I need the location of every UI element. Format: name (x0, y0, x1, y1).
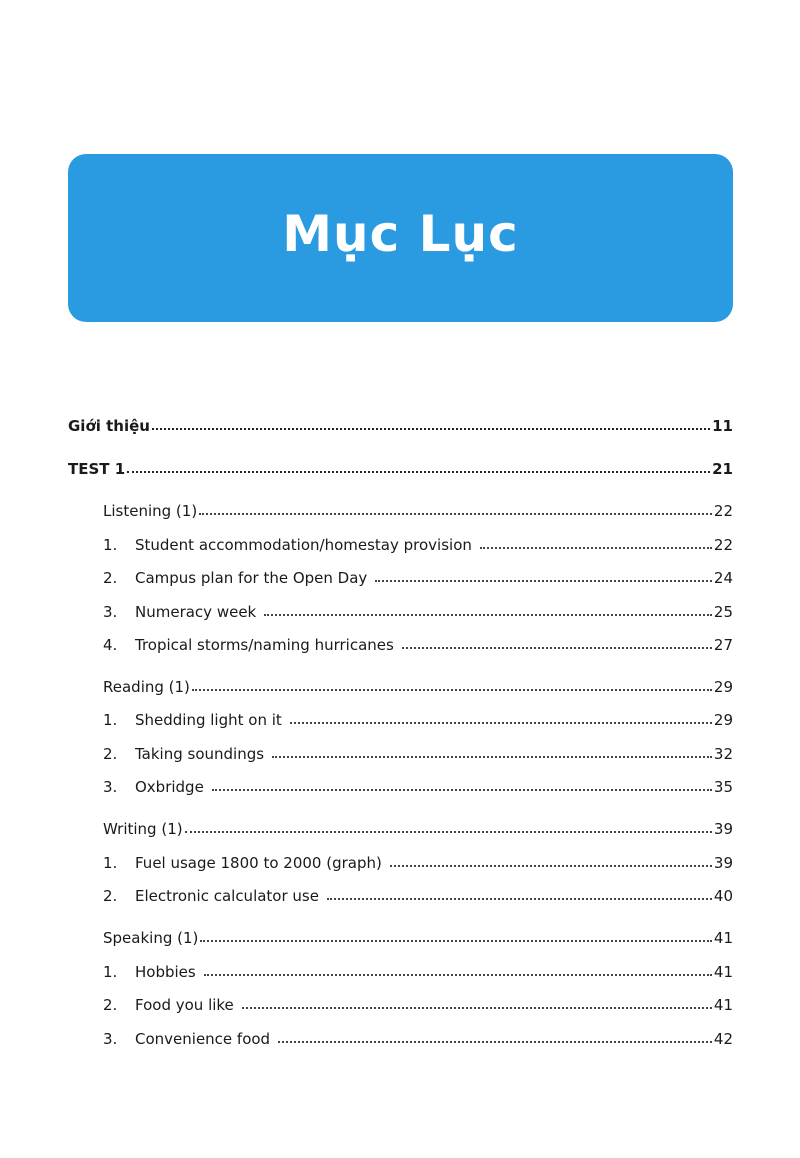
dot-leader (199, 513, 712, 515)
toc-page-number: 27 (713, 636, 733, 654)
toc-section-label: Listening (1) (103, 502, 198, 520)
toc-item-label: Numeracy week (135, 603, 257, 621)
dot-leader (327, 898, 712, 900)
toc-page-number: 29 (713, 678, 733, 696)
dot-leader (127, 471, 710, 473)
title-banner (68, 154, 733, 322)
toc-item-number: 3. (103, 778, 118, 796)
toc-item[interactable] (103, 778, 733, 796)
dot-leader (204, 974, 712, 976)
toc-page-number: 32 (713, 745, 733, 763)
toc-section-speaking[interactable] (103, 929, 733, 947)
toc-page-number: 25 (713, 603, 733, 621)
toc-item[interactable] (103, 963, 733, 981)
toc-page-number: 41 (713, 963, 733, 981)
toc-page-number: 42 (713, 1030, 733, 1048)
dot-leader (212, 789, 712, 791)
dot-leader (402, 647, 712, 649)
toc-item[interactable] (103, 1030, 733, 1048)
toc-page-number: 22 (713, 502, 733, 520)
toc-item[interactable] (103, 711, 733, 729)
toc-section-writing[interactable] (103, 820, 733, 838)
toc-page-number: 40 (713, 887, 733, 905)
page-title: Mục Lục (282, 205, 519, 263)
toc-item-label: Shedding light on it (135, 711, 282, 729)
toc-item-number: 2. (103, 569, 118, 587)
toc-item-label: Hobbies (135, 963, 196, 981)
toc-item[interactable] (103, 603, 733, 621)
dot-leader (480, 547, 712, 549)
toc-item-label: Tropical storms/naming hurricanes (135, 636, 394, 654)
toc-item-label: Campus plan for the Open Day (135, 569, 368, 587)
toc-item-label: Convenience food (135, 1030, 271, 1048)
toc-item[interactable] (103, 887, 733, 905)
toc-page-number: 39 (713, 820, 733, 838)
toc-item[interactable] (103, 854, 733, 872)
toc-item-number: 1. (103, 963, 118, 981)
dot-leader (272, 756, 712, 758)
toc-item[interactable] (103, 996, 733, 1014)
toc-item-number: 1. (103, 536, 118, 554)
toc-page-number: 11 (712, 417, 733, 435)
toc-page-number: 21 (712, 460, 733, 478)
toc-item-label: Food you like (135, 996, 234, 1014)
toc-item[interactable] (103, 636, 733, 654)
dot-leader (152, 428, 710, 430)
toc-page-number: 29 (713, 711, 733, 729)
dot-leader (200, 940, 712, 942)
dot-leader (242, 1007, 712, 1009)
toc-item-number: 1. (103, 711, 118, 729)
toc-item[interactable] (103, 745, 733, 763)
toc-item-number: 2. (103, 745, 118, 763)
toc-page-number: 22 (713, 536, 733, 554)
dot-leader (390, 865, 712, 867)
toc-page-number: 41 (713, 996, 733, 1014)
dot-leader (278, 1041, 712, 1043)
dot-leader (264, 614, 712, 616)
toc-entry-label: TEST 1 (68, 460, 126, 478)
toc-item-number: 4. (103, 636, 118, 654)
dot-leader (375, 580, 712, 582)
toc-entry-test1[interactable] (68, 460, 733, 478)
toc-item-number: 1. (103, 854, 118, 872)
toc-page-number: 35 (713, 778, 733, 796)
toc-item-label: Taking soundings (135, 745, 265, 763)
toc-section-reading[interactable] (103, 678, 733, 696)
toc-item-label: Fuel usage 1800 to 2000 (graph) (135, 854, 382, 872)
toc-item-number: 3. (103, 603, 118, 621)
dot-leader (290, 722, 712, 724)
toc-item-label: Oxbridge (135, 778, 204, 796)
toc-page-number: 24 (713, 569, 733, 587)
toc-page-number: 41 (713, 929, 733, 947)
toc-section-label: Reading (1) (103, 678, 190, 696)
toc-item-number: 2. (103, 887, 118, 905)
toc-section-listening[interactable] (103, 502, 733, 520)
toc-section-label: Writing (1) (103, 820, 183, 838)
toc-entry-intro[interactable] (68, 417, 733, 435)
toc-item-number: 2. (103, 996, 118, 1014)
toc-item-label: Electronic calculator use (135, 887, 319, 905)
toc-item[interactable] (103, 569, 733, 587)
dot-leader (192, 689, 712, 691)
toc-item-label: Student accommodation/homestay provision (135, 536, 472, 554)
dot-leader (185, 831, 712, 833)
toc-entry-label: Giới thiệu (68, 417, 150, 435)
toc-section-label: Speaking (1) (103, 929, 199, 947)
toc-item[interactable] (103, 536, 733, 554)
toc-item-number: 3. (103, 1030, 118, 1048)
toc-page-number: 39 (713, 854, 733, 872)
